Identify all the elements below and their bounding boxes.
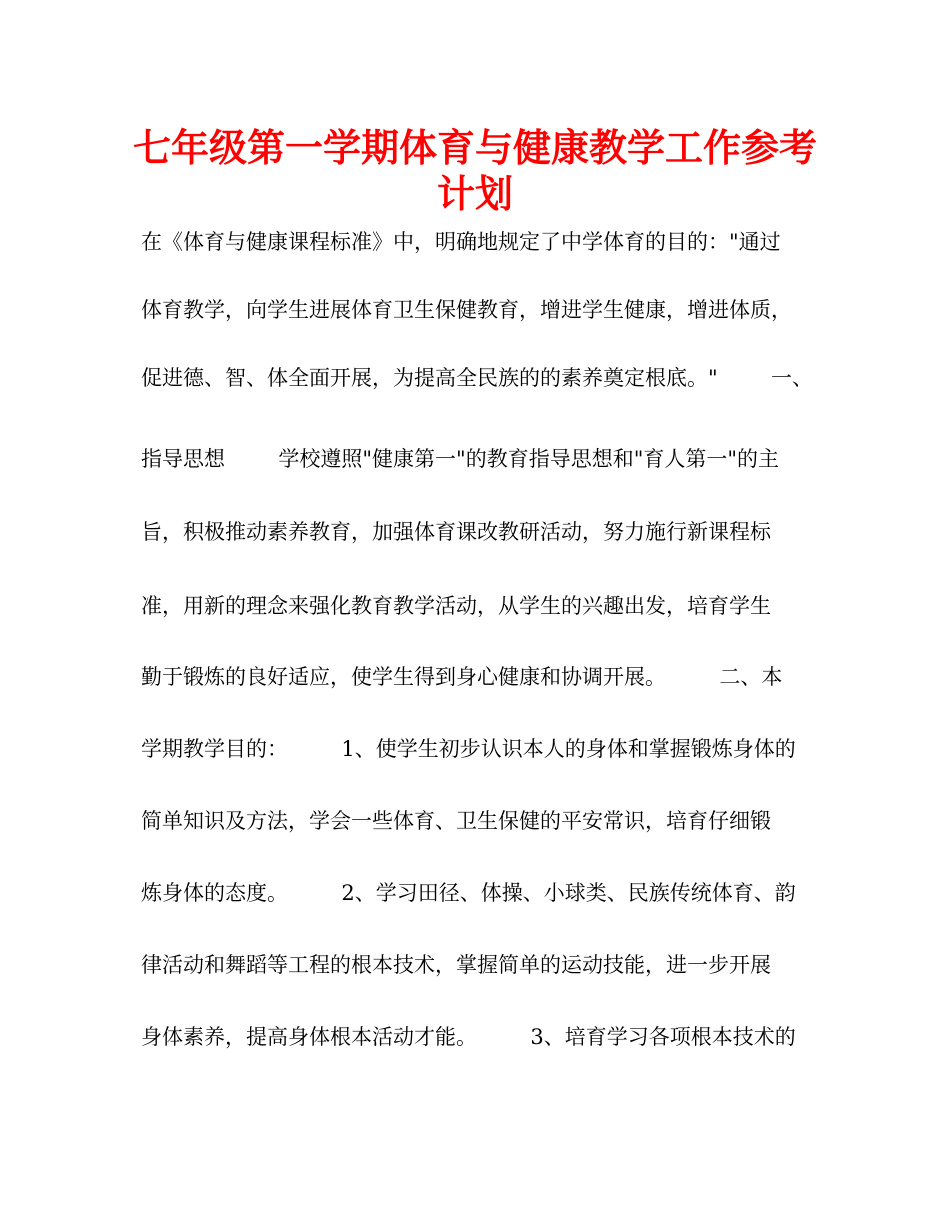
body-text-line: 指导思想 学校遵照"健康第一"的教育指导思想和"育人第一"的主 (141, 447, 780, 471)
document-title-line-1: 七年级第一学期体育与健康教学工作参考 (132, 126, 817, 170)
document-title-line-2: 计划 (436, 172, 513, 216)
body-text-line: 勤于锻炼的良好适应，使学生得到身心健康和协调开展。 二、本 (141, 665, 783, 689)
body-text-line: 学期教学目的： 1、使学生初步认识本人的身体和掌握锻炼身体的 (141, 737, 796, 761)
body-text-line: 体育教学，向学生进展体育卫生保健教育，增进学生健康，增进体质， (141, 298, 792, 322)
body-text-line: 律活动和舞蹈等工程的根本技术，掌握简单的运动技能，进一步开展 (141, 953, 771, 977)
body-text-line: 在《体育与健康课程标准》中，明确地规定了中学体育的目的："通过 (141, 230, 781, 254)
body-text-line: 身体素养，提高身体根本活动才能。 3、培育学习各项根本技术的 (141, 1025, 796, 1049)
body-text-line: 简单知识及方法，学会一些体育、卫生保健的平安常识，培育仔细锻 (141, 809, 771, 833)
body-text-line: 旨，积极推动素养教育，加强体育课改教研活动，努力施行新课程标 (141, 520, 771, 544)
body-text-line: 炼身体的态度。 2、学习田径、体操、小球类、民族传统体育、韵 (141, 881, 796, 905)
body-text-line: 准，用新的理念来强化教育教学活动，从学生的兴趣出发，培育学生 (141, 594, 771, 618)
body-text-line: 促进德、智、体全面开展，为提高全民族的的素养奠定根底。" 一、 (141, 366, 814, 390)
